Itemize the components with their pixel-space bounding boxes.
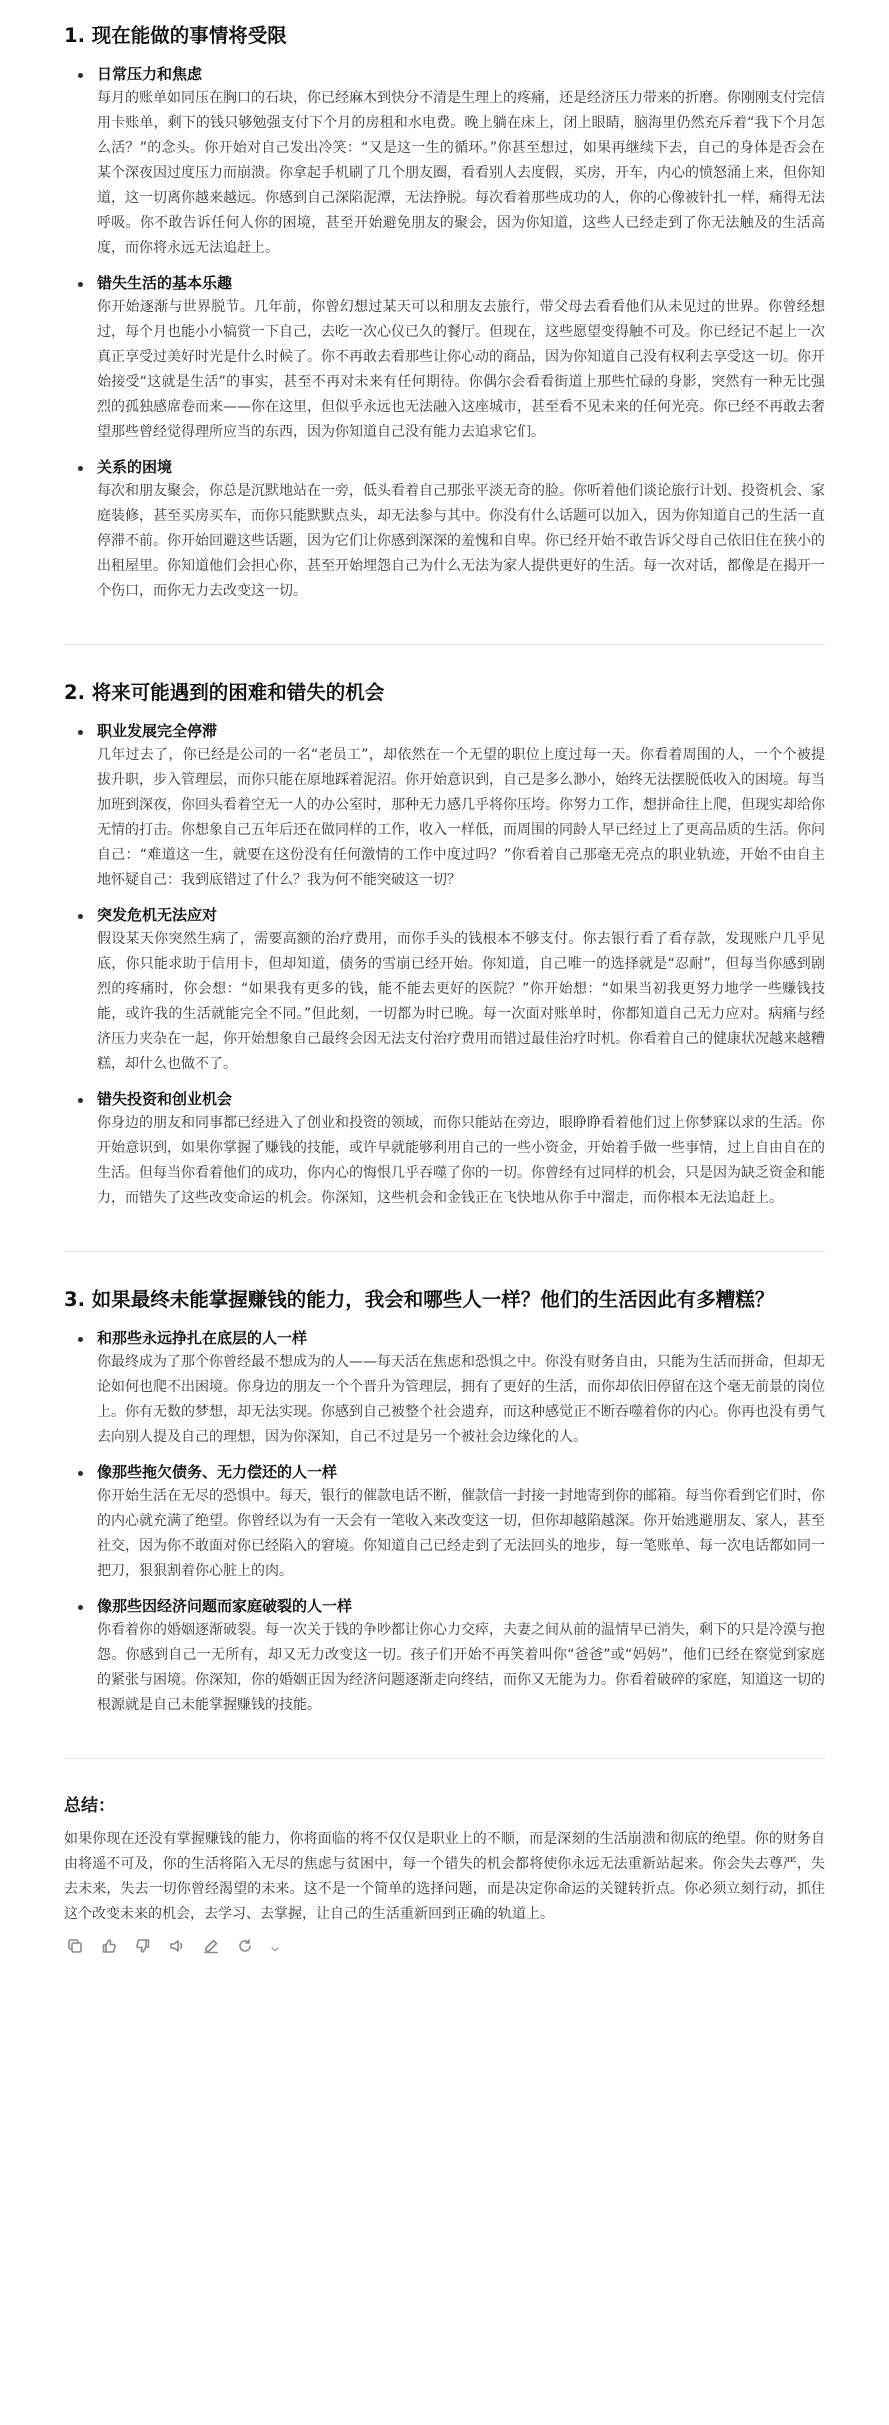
list-item: [64, 1460, 825, 1584]
list-item: [64, 271, 825, 445]
item-body: 你看着你的婚姻逐渐破裂。每一次关于钱的争吵都让你心力交瘁，夫妻之间从前的温情早已消失，剩下的只是冷漠与抱怨。你感到自己一无所有，却又无力改变这一切。孩子们开始不再笑着叫你“爸爸”或“妈妈”，他们已经在察觉到家庭的紧张与困境。你深知，你的婚姻正因为经济问题逐渐走向终结，而你又无能为力。你看着破碎的家庭，知道这一切的根源就是自己未能掌握赚钱的技能。: [97, 1622, 825, 1713]
item-title: 关系的困境: [97, 458, 173, 476]
item-title: 职业发展完全停滞: [97, 722, 218, 740]
item-title: 和那些永远挣扎在底层的人一样: [97, 1329, 308, 1347]
item-title: 突发危机无法应对: [97, 906, 218, 924]
section-list: [64, 1326, 825, 1718]
read-aloud-button[interactable]: [166, 1937, 188, 1959]
item-title: 日常压力和焦虑: [97, 65, 203, 83]
item-body: 你身边的朋友和同事都已经进入了创业和投资的领域，而你只能站在旁边，眼睁睁看着他们过上你梦寐以求的生活。你开始意识到，如果你掌握了赚钱的技能，或许早就能够利用自己的一些小资金，开始着手做一些事情，过上自由自在的生活。但每当你看着他们的成功，你内心的悔恨几乎吞噬了你的一切。你曾经有过同样的机会，只是因为缺乏资金和能力，而错失了这些改变命运的机会。你深知，这些机会和金钱正在飞快地从你手中溜走，而你根本无法追赶上。: [97, 1115, 825, 1206]
list-item: [64, 62, 825, 261]
speaker-icon: [169, 1938, 185, 1958]
thumbs-down-icon: [135, 1938, 151, 1958]
list-item: [64, 455, 825, 604]
edit-button[interactable]: [200, 1937, 222, 1959]
item-body: 你最终成为了那个你曾经最不想成为的人——每天活在焦虑和恐惧之中。你没有财务自由，只能为生活而拼命，但却无论如何也爬不出困境。你身边的朋友一个个晋升为管理层，拥有了更好的生活，而你却依旧停留在这个毫无前景的岗位上。你有无数的梦想，却无法实现。你感到自己被整个社会遗弃，而这种感觉正不断吞噬着你的内心。你再也没有勇气去向别人提及自己的理想，因为你深知，自己不过是另一个被社会边缘化的人。: [97, 1354, 825, 1445]
section-list: [64, 62, 825, 604]
item-body: 每次和朋友聚会，你总是沉默地站在一旁，低头看着自己那张平淡无奇的脸。你听着他们谈论旅行计划、投资机会、家庭装修，甚至买房买车，而你只能默默点头，却无法参与其中。你没有什么话题可以加入，因为你知道自己的生活一直停滞不前。你开始回避这些话题，因为它们让你感到深深的羞愧和自卑。你已经开始不敢告诉父母自己依旧住在狭小的出租屋里。你知道他们会担心你，甚至开始埋怨自己为什么无法为家人提供更好的生活。每一次对话，都像是在揭开一个伤口，而你无力去改变这一切。: [97, 483, 825, 599]
item-title: 错失投资和创业机会: [97, 1090, 233, 1108]
section-1: [64, 22, 825, 604]
section-list: [64, 719, 825, 1211]
divider: [64, 644, 825, 645]
section-title: 1. 现在能做的事情将受限: [64, 24, 287, 47]
copy-button[interactable]: [64, 1937, 86, 1959]
list-item: [64, 1087, 825, 1211]
section-title: 3. 如果最终未能掌握赚钱的能力，我会和哪些人一样？他们的生活因此有多糟糕？: [64, 1288, 775, 1311]
like-button[interactable]: [98, 1937, 120, 1959]
item-body: 每月的账单如同压在胸口的石块，你已经麻木到快分不清是生理上的疼痛，还是经济压力带来的折磨。你刚刚支付完信用卡账单，剩下的钱只够勉强支付下个月的房租和水电费。晚上躺在床上，闭上眼睛，脑海里仍然充斥着“我下个月怎么活？”的念头。你开始对自己发出冷笑：“又是这一生的循环。”你甚至想过，如果再继续下去，自己的身体是否会在某个深夜因过度压力而崩溃。你拿起手机刷了几个朋友圈，看看别人去度假，买房，开车，内心的愤怒涌上来，但你知道，这一切离你越来越远。你感到自己深陷泥潭，无法挣脱。每次看着那些成功的人，你的心像被针扎一样，痛得无法呼吸。你不敢告诉任何人你的困境，甚至开始避免朋友的聚会，因为你知道，这些人已经走到了你无法触及的生活高度，而你将永远无法追赶上。: [97, 90, 825, 256]
thumbs-up-icon: [101, 1938, 117, 1958]
list-item: [64, 1594, 825, 1718]
dislike-button[interactable]: [132, 1937, 154, 1959]
section-title: 2. 将来可能遇到的困难和错失的机会: [64, 681, 385, 704]
item-body: 你开始逐渐与世界脱节。几年前，你曾幻想过某天可以和朋友去旅行，带父母去看看他们从未见过的世界。你曾经想过，每个月也能小小犒赏一下自己，去吃一次心仪已久的餐厅。但现在，这些愿望变得触不可及。你已经记不起上一次真正享受过美好时光是什么时候了。你不再敢去看那些让你心动的商品，因为你知道自己没有权利去享受这一切。你开始接受“这就是生活”的事实，甚至不再对未来有任何期待。你偶尔会看看街道上那些忙碌的身影，突然有一种无比强烈的孤独感席卷而来——你在这里，但似乎永远也无法融入这座城市，甚至看不见未来的任何光亮。你已经不再敢去奢望那些曾经觉得理所应当的东西，因为你知道自己没有能力去追求它们。: [97, 299, 825, 440]
divider: [64, 1758, 825, 1759]
summary-body: 如果你现在还没有掌握赚钱的能力，你将面临的将不仅仅是职业上的不顺，而是深刻的生活崩溃和彻底的绝望。你的财务自由将遥不可及，你的生活将陷入无尽的焦虑与贫困中，每一个错失的机会都将使你永远无法重新站起来。你会失去尊严，失去未来，失去一切你曾经渴望的未来。这不是一个简单的选择问题，而是决定你命运的关键转折点。你必须立刻行动，抓住这个改变未来的机会，去学习、去掌握，让自己的生活重新回到正确的轨道上。: [64, 1831, 825, 1922]
item-body: 你开始生活在无尽的恐惧中。每天，银行的催款电话不断，催款信一封接一封地寄到你的邮箱。每当你看到它们时，你的内心就充满了绝望。你曾经以为有一天会有一笔收入来改变这一切，但你却越陷越深。你开始逃避朋友、家人，甚至社交，因为你不敢面对你已经陷入的窘境。你知道自己已经走到了无法回头的地步，每一笔账单、每一次电话都如同一把刀，狠狠割着你心脏上的肉。: [97, 1488, 825, 1579]
section-2: [64, 679, 825, 1211]
message-actions: [64, 1937, 825, 1959]
edit-icon: [203, 1938, 219, 1958]
item-body: 几年过去了，你已经是公司的一名“老员工”，却依然在一个无望的职位上度过每一天。你看着周围的人，一个个被提拔升职，步入管理层，而你只能在原地踩着泥沼。你开始意识到，自己是多么渺小，始终无法摆脱低收入的困境。每当加班到深夜，你回头看着空无一人的办公室时，那种无力感几乎将你压垮。你努力工作，想拼命往上爬，但现实却给你无情的打击。你想象自己五年后还在做同样的工作，收入一样低，而周围的同龄人早已经过上了更高品质的生活。你问自己：“难道这一生，就要在这份没有任何激情的工作中度过吗？”你看着自己那毫无亮点的职业轨迹，开始不由自主地怀疑自己：我到底错过了什么？我为何不能突破这一切？: [97, 747, 825, 888]
list-item: [64, 903, 825, 1077]
summary-title: 总结：: [64, 1796, 115, 1816]
section-3: [64, 1286, 825, 1718]
item-title: 错失生活的基本乐趣: [97, 274, 233, 292]
chevron-down-icon: [270, 1939, 280, 1958]
divider: [64, 1251, 825, 1252]
copy-icon: [67, 1938, 83, 1958]
item-title: 像那些因经济问题而家庭破裂的人一样: [97, 1597, 353, 1615]
regenerate-button[interactable]: [234, 1937, 256, 1959]
regenerate-icon: [237, 1938, 253, 1958]
list-item: [64, 1326, 825, 1450]
summary-section: [64, 1793, 825, 1927]
item-body: 假设某天你突然生病了，需要高额的治疗费用，而你手头的钱根本不够支付。你去银行看了看存款，发现账户几乎见底，你只能求助于信用卡，但却知道，债务的雪崩已经开始。你知道，自己唯一的选择就是“忍耐”，但每当你感到剧烈的疼痛时，你会想：“如果我有更多的钱，能不能去更好的医院？”你开始想：“如果当初我更努力地学一些赚钱技能，或许我的生活就能完全不同。”但此刻，一切都为时已晚。每一次面对账单时，你都知道自己无力应对。病痛与经济压力夹杂在一起，你开始想象自己最终会因无法支付治疗费用而错过最佳治疗时机。你看着自己的健康状况越来越糟糕，却什么也做不了。: [97, 931, 825, 1072]
more-options-button[interactable]: [268, 1937, 282, 1959]
list-item: [64, 719, 825, 893]
item-title: 像那些拖欠债务、无力偿还的人一样: [97, 1463, 338, 1481]
